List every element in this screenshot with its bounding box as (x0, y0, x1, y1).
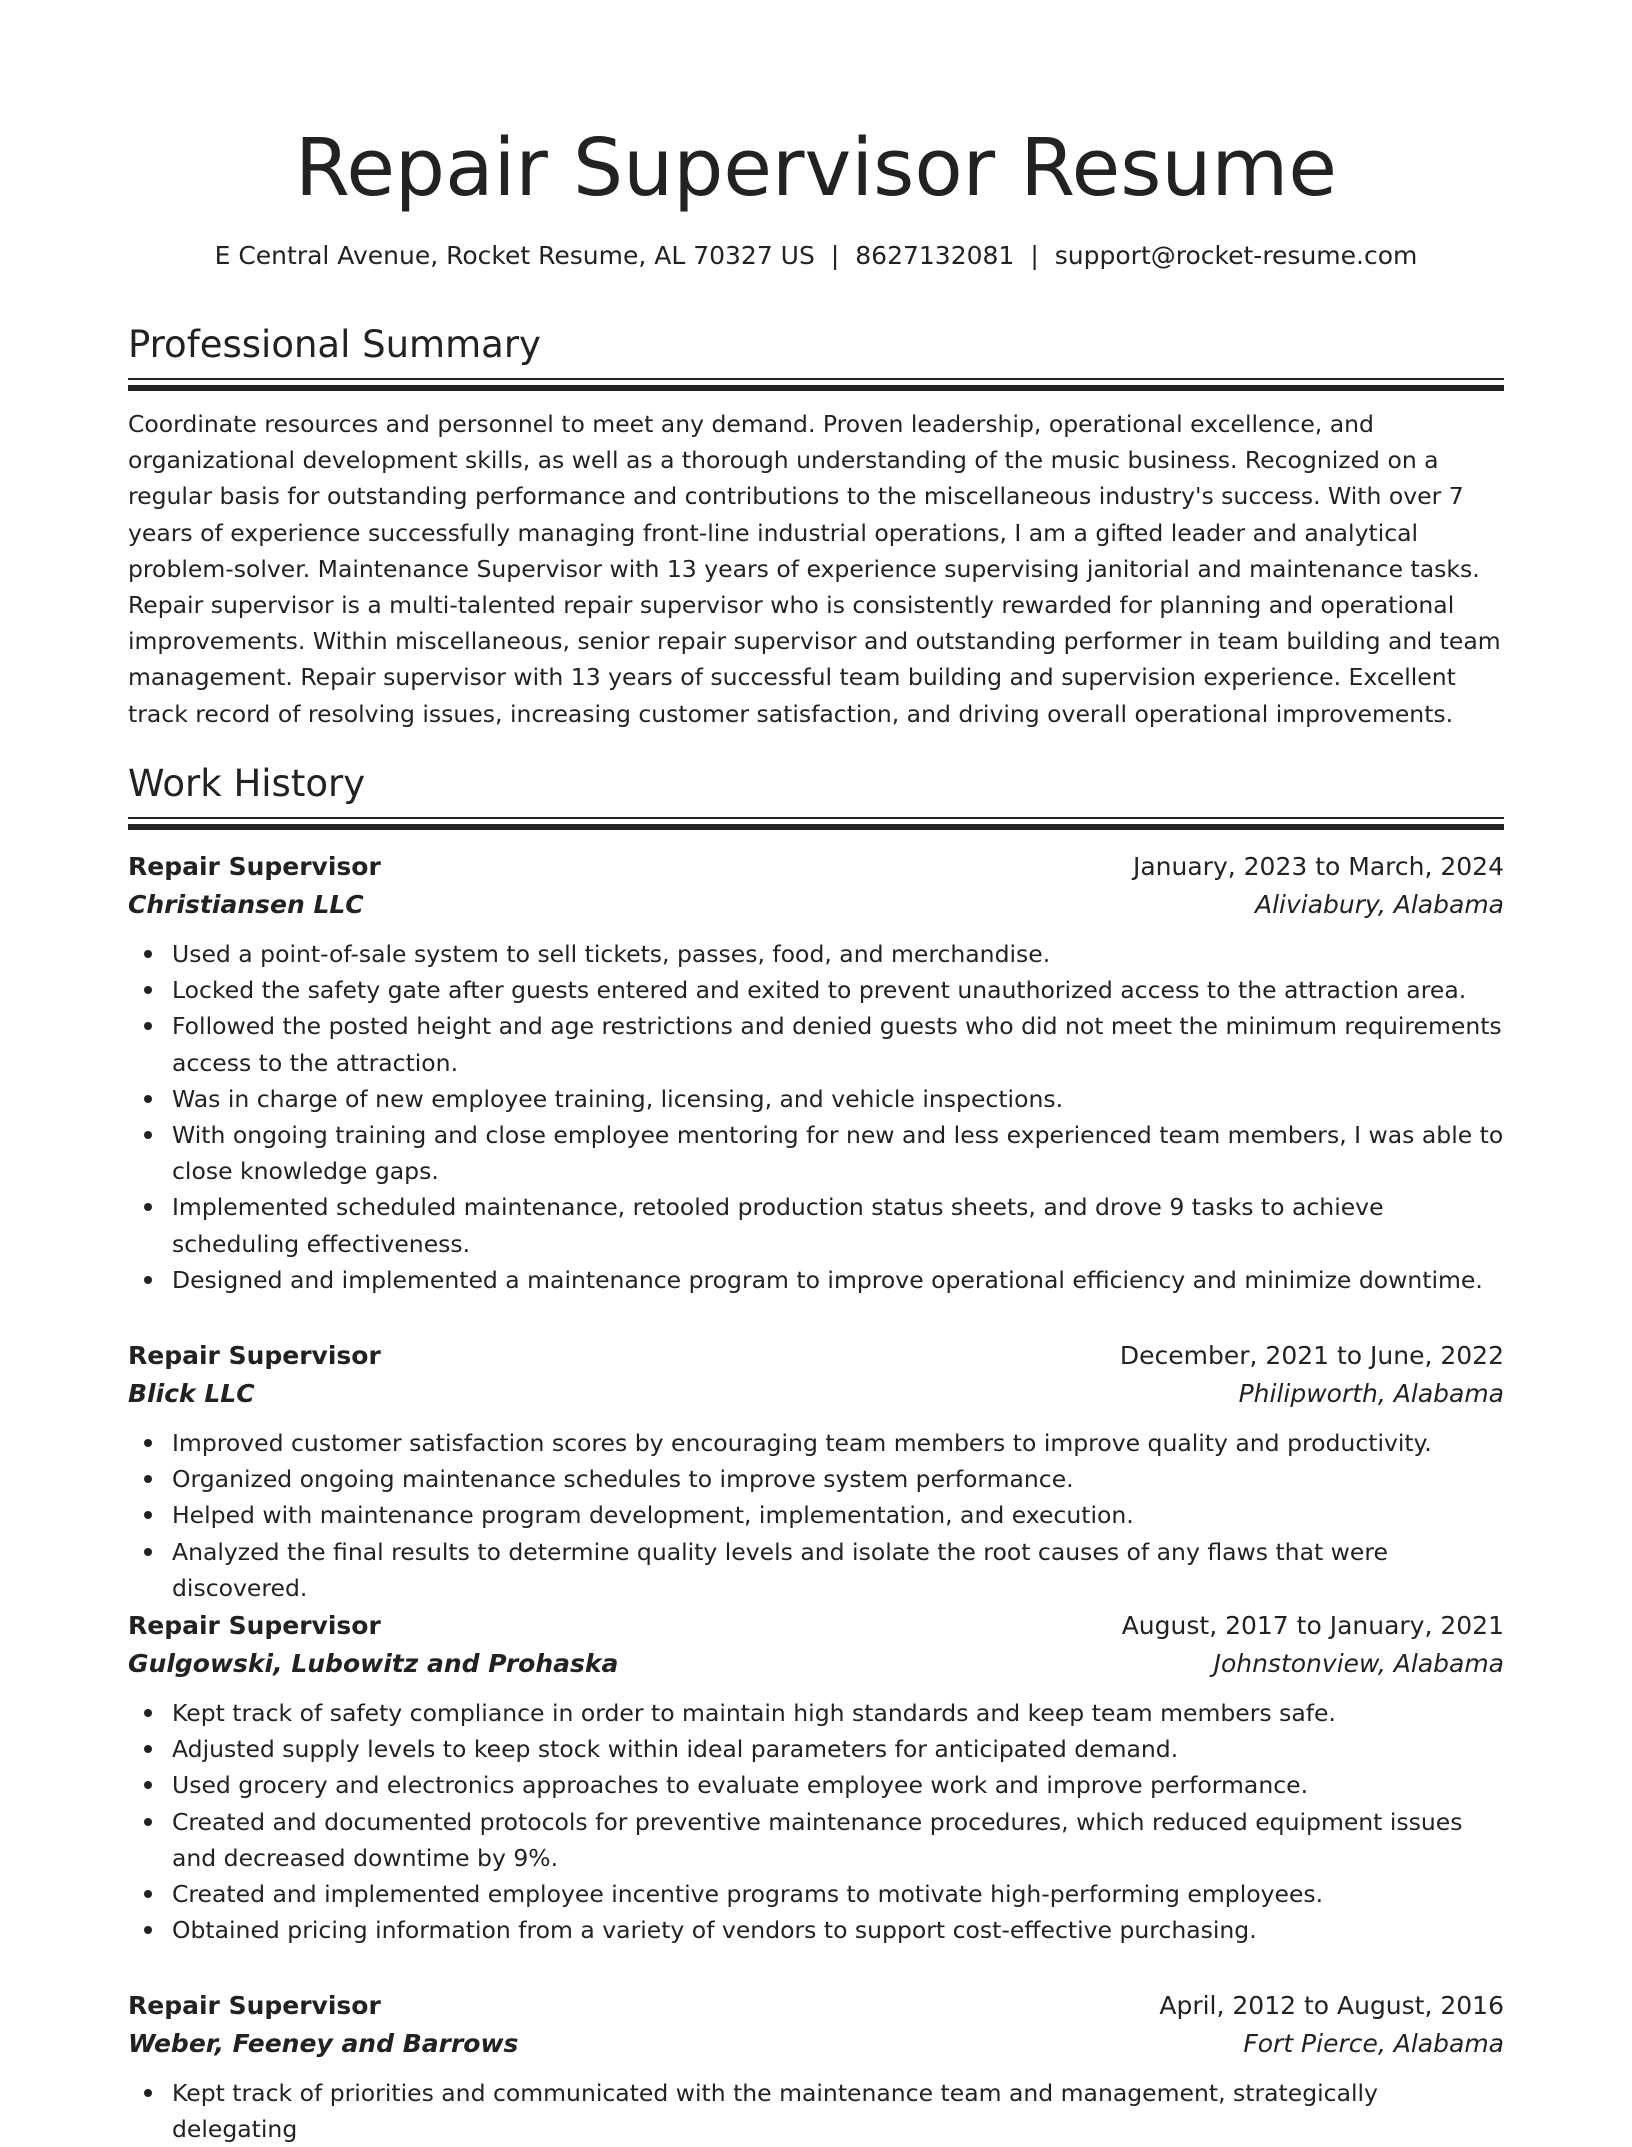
job-bullet: With ongoing training and close employee mentoring for new and less experienced team members, I was able to close knowledge gaps. (172, 1117, 1504, 1189)
section-divider (128, 378, 1504, 391)
job-bullet: Helped with maintenance program development, implementation, and execution. (172, 1497, 1504, 1533)
contact-separator: | (1030, 241, 1039, 270)
job-entry (128, 848, 1504, 1298)
section-heading-work-history: Work History (128, 762, 366, 805)
job-location: Fort Pierce, Alabama (1243, 2029, 1504, 2058)
job-bullet: Organized ongoing maintenance schedules to improve system performance. (172, 1461, 1504, 1497)
job-bullet: Analyzed the final results to determine quality levels and isolate the root causes of any flaws that were discovered. (172, 1534, 1504, 1606)
job-bullet-list (128, 1425, 1504, 1606)
contact-phone: 8627132081 (855, 241, 1015, 270)
job-company: Gulgowski, Lubowitz and Prohaska (128, 1649, 619, 1678)
job-dates: August, 2017 to January, 2021 (1121, 1611, 1504, 1640)
job-bullet: Used a point-of-sale system to sell tickets, passes, food, and merchandise. (172, 936, 1504, 972)
job-bullet: Followed the posted height and age restrictions and denied guests who did not meet the minimum requirements access to the attraction. (172, 1008, 1504, 1080)
job-bullet: Improved customer satisfaction scores by encouraging team members to improve quality and productivity. (172, 1425, 1504, 1461)
job-header-row (128, 1607, 1504, 1645)
job-dates: December, 2021 to June, 2022 (1119, 1341, 1504, 1370)
job-entry (128, 1607, 1504, 1948)
job-bullet: Locked the safety gate after guests entered and exited to prevent unauthorized access to the attraction area. (172, 972, 1504, 1008)
job-company-row (128, 886, 1504, 924)
contact-email: support@rocket-resume.com (1054, 241, 1418, 270)
job-bullet-list (128, 1695, 1504, 1948)
job-bullet-list (128, 2075, 1504, 2147)
job-company-row (128, 1645, 1504, 1683)
job-header-row (128, 1337, 1504, 1375)
resume-title: Repair Supervisor Resume (294, 122, 1337, 214)
job-title: Repair Supervisor (128, 1991, 381, 2020)
contact-separator: | (830, 241, 840, 270)
job-bullet: Implemented scheduled maintenance, retooled production status sheets, and drove 9 tasks to achieve scheduling effectiveness. (172, 1189, 1504, 1261)
job-title: Repair Supervisor (128, 852, 381, 881)
job-entry (128, 1337, 1504, 1606)
job-bullet: Kept track of priorities and communicated with the maintenance team and management, strategically delegating (172, 2075, 1504, 2147)
job-bullet: Adjusted supply levels to keep stock within ideal parameters for anticipated demand. (172, 1731, 1504, 1767)
job-bullet-list (128, 936, 1504, 1298)
job-company: Weber, Feeney and Barrows (128, 2029, 519, 2058)
job-bullet: Kept track of safety compliance in order to maintain high standards and keep team members safe. (172, 1695, 1504, 1731)
job-location: Aliviabury, Alabama (1254, 890, 1504, 919)
job-header-row (128, 848, 1504, 886)
job-bullet: Created and implemented employee incentive programs to motivate high-performing employees. (172, 1876, 1504, 1912)
contact-address: E Central Avenue, Rocket Resume, AL 70327 US (214, 241, 815, 270)
job-bullet: Designed and implemented a maintenance program to improve operational efficiency and minimize downtime. (172, 1262, 1504, 1298)
contact-line (128, 238, 1504, 274)
job-location: Johnstonview, Alabama (1213, 1649, 1504, 1678)
job-location: Philipworth, Alabama (1238, 1379, 1504, 1408)
summary-text: Coordinate resources and personnel to meet any demand. Proven leadership, operational excellence, and organizational development skills, as well as a thorough understanding of the music business. Recognized on a regular basis for outstanding performance and contributions to the miscellaneous industry's success. With over 7 years of experience successfully managing front-line industrial operations, I am a gifted leader and analytical problem-solver. Maintenance Supervisor with 13 years of experience supervising janitorial and maintenance tasks. Repair supervisor is a multi-talented repair supervisor who is consistently rewarded for planning and operational improvements. Within miscellaneous, senior repair supervisor and outstanding performer in team building and team management. Repair supervisor with 13 years of successful team building and supervision experience. Excellent track record of resolving issues, increasing customer satisfaction, and driving overall operational improvements. (128, 410, 1501, 728)
job-entry (128, 1987, 1504, 2147)
job-bullet: Used grocery and electronics approaches to evaluate employee work and improve performance. (172, 1767, 1504, 1803)
job-bullet: Created and documented protocols for preventive maintenance procedures, which reduced equipment issues and decreased downtime by 9%. (172, 1804, 1504, 1876)
job-dates: January, 2023 to March, 2024 (1132, 852, 1504, 881)
job-title: Repair Supervisor (128, 1341, 381, 1370)
job-header-row (128, 1987, 1504, 2025)
job-company: Blick LLC (128, 1379, 255, 1408)
job-company: Christiansen LLC (128, 890, 364, 919)
job-company-row (128, 2025, 1504, 2063)
job-title: Repair Supervisor (128, 1611, 381, 1640)
section-divider (128, 817, 1504, 830)
job-company-row (128, 1375, 1504, 1413)
job-dates: April, 2012 to August, 2016 (1159, 1991, 1504, 2020)
job-bullet: Obtained pricing information from a variety of vendors to support cost-effective purchasing. (172, 1912, 1504, 1948)
job-bullet: Was in charge of new employee training, licensing, and vehicle inspections. (172, 1081, 1504, 1117)
section-heading-summary: Professional Summary (128, 323, 541, 366)
